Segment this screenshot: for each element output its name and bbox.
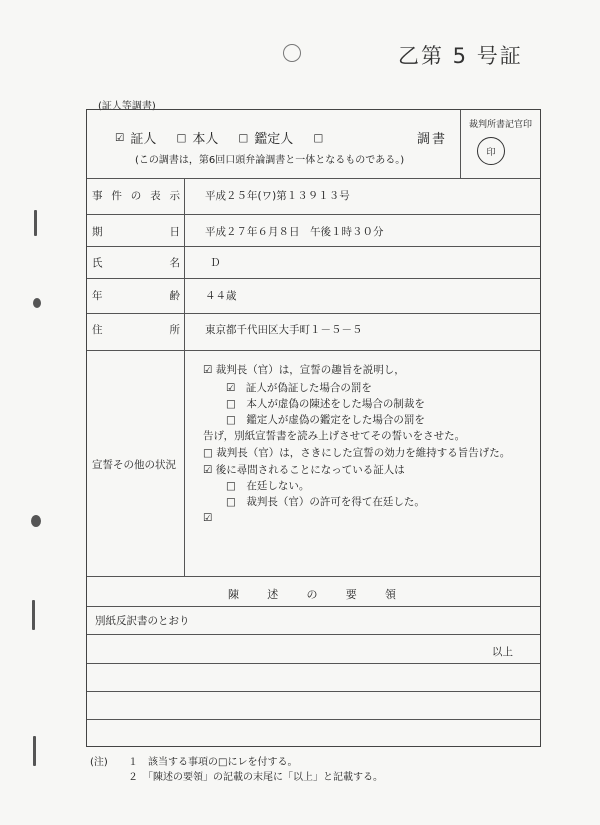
option-party-label: 本人 — [192, 132, 219, 147]
address-label: 住 所 — [92, 324, 180, 336]
oath-line-3: □ 本人が虚偽の陳述をした場合の制裁を — [226, 398, 425, 410]
option-witness-label: 証人 — [130, 132, 157, 147]
end-mark: 以上 — [492, 646, 513, 658]
oath-checkbox-1[interactable]: ☑ — [203, 364, 213, 376]
receipt-stamp-mark — [283, 44, 301, 62]
record-type-options — [115, 128, 323, 147]
name-label: 氏 名 — [92, 257, 180, 269]
oath-line-8: □ 在廷しない。 — [226, 480, 310, 492]
scan-speck — [32, 600, 35, 630]
hearing-date: 平成２７年６月８日 午後１時３０分 — [205, 226, 384, 238]
oath-line-4: □ 鑑定人が虚偽の鑑定をした場合の罰を — [226, 414, 425, 426]
oath-line-2: ☑ 証人が偽証した場合の罰を — [226, 382, 372, 394]
scan-speck — [33, 298, 41, 308]
checkbox-party[interactable]: □ — [176, 131, 187, 144]
scan-speck — [34, 210, 37, 236]
oath-checkbox-9[interactable]: □ — [226, 496, 236, 508]
scan-speck — [33, 736, 36, 766]
note-item-2: ２ 「陳述の要領」の記載の末尾に「以上」と記載する。 — [128, 772, 383, 783]
oath-checkbox-8[interactable]: □ — [226, 480, 236, 492]
case-number: 平成２５年(ワ)第１３９１３号 — [205, 190, 350, 202]
oath-line-7: ☑ 後に尋問されることになっている証人は — [203, 464, 405, 476]
witness-age: ４４歳 — [205, 290, 237, 302]
option-expert-label: 鑑定人 — [254, 132, 294, 147]
statement-heading: 陳 述 の 要 領 — [228, 588, 396, 601]
oath-line-9: □ 裁判長（官）の許可を得て在廷した。 — [226, 496, 425, 508]
witness-name: Ｄ — [210, 257, 221, 269]
date-label: 期 日 — [92, 226, 180, 238]
clerk-seal-label: 裁判所書記官印 — [468, 120, 532, 130]
oath-checkbox-2[interactable]: ☑ — [226, 382, 236, 394]
checkbox-witness[interactable]: ☑ — [115, 131, 125, 144]
case-label: 事 件 の 表 示 — [92, 190, 180, 202]
scan-speck — [31, 515, 41, 527]
oath-line-5: 告げ，別紙宣誓書を読み上げさせてその誓いをさせた。 — [203, 430, 466, 442]
statement-text: 別紙反訳書のとおり — [95, 615, 190, 627]
oath-checkbox-4[interactable]: □ — [226, 414, 236, 426]
note-item-1: １ 該当する事項の□にレを付する。 — [128, 757, 298, 768]
oath-line-10 — [203, 512, 212, 524]
record-note: (この調書は，第6回口頭弁論調書と一体となるものである。) — [135, 155, 405, 166]
clerk-seal-stamp: 印 — [477, 137, 505, 165]
exhibit-number: 乙第 5 号証 — [398, 44, 523, 68]
oath-checkbox-10[interactable]: ☑ — [203, 512, 213, 524]
document-type-label: (証人等調書) — [98, 101, 156, 112]
age-label: 年 齢 — [92, 290, 180, 302]
oath-checkbox-3[interactable]: □ — [226, 398, 236, 410]
record-title: 調書 — [417, 132, 448, 147]
checkbox-other[interactable]: □ — [313, 131, 324, 144]
oath-checkbox-7[interactable]: ☑ — [203, 464, 213, 476]
oath-status-label: 宣誓その他の状況 — [92, 459, 176, 471]
oath-line-6: □ 裁判長（官）は，さきにした宣誓の効力を維持する旨告げた。 — [203, 447, 511, 459]
checkbox-expert[interactable]: □ — [238, 131, 249, 144]
notes-label: (注) — [90, 757, 108, 768]
witness-address: 東京都千代田区大手町１－５－５ — [205, 324, 363, 336]
oath-checkbox-6[interactable]: □ — [203, 447, 213, 459]
oath-line-1: ☑ 裁判長（官）は，宣誓の趣旨を説明し， — [203, 364, 405, 376]
